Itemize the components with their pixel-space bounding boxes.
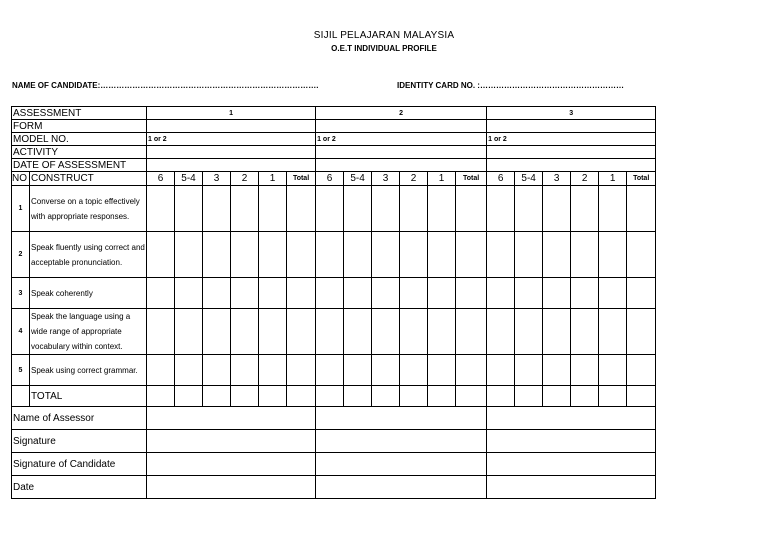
score-cell[interactable] [543,386,571,407]
date-label: Date [12,476,147,499]
model-label: MODEL NO. [12,133,147,146]
total-row [12,386,656,407]
construct-text: Speak fluently using correct and acceptable pronunciation. [30,232,147,278]
score-cell[interactable] [571,386,599,407]
score-cell[interactable] [203,232,231,278]
assessment-label: ASSESSMENT [12,107,147,120]
score-cell[interactable] [344,232,372,278]
total-cell[interactable] [456,309,487,355]
score-cell[interactable] [515,278,543,309]
model-cell-1[interactable]: 1 or 2 [147,133,316,146]
score-cell[interactable] [203,309,231,355]
score-cell[interactable] [231,355,259,386]
construct-row [12,232,656,278]
construct-row [12,309,656,355]
score-cell[interactable] [400,355,428,386]
total-cell[interactable] [627,278,656,309]
date-cell-1[interactable] [147,159,316,172]
construct-text: Speak using correct grammar. [30,355,147,386]
score-cell[interactable] [175,278,203,309]
signature-cell-1[interactable] [147,430,316,453]
score-cell[interactable] [259,355,287,386]
total-cell[interactable] [456,278,487,309]
total-cell[interactable] [287,309,316,355]
score-cell[interactable] [147,278,175,309]
score-cell[interactable] [543,278,571,309]
score-cell[interactable] [344,278,372,309]
assessment-row [12,107,656,120]
candidate-signature-cell-1[interactable] [147,453,316,476]
score-cell[interactable] [543,186,571,232]
score-cell[interactable] [316,232,344,278]
score-cell[interactable] [599,309,627,355]
signature-label: Signature [12,430,147,453]
score-cell[interactable] [372,355,400,386]
score-header: 5-4 [515,172,543,186]
score-cell[interactable] [344,309,372,355]
score-cell[interactable] [259,232,287,278]
total-cell[interactable] [287,278,316,309]
identity-card-label: IDENTITY CARD NO. :……………………………………………… [397,81,624,90]
score-cell[interactable] [372,386,400,407]
assessor-name-label: Name of Assessor [12,407,147,430]
score-header: 1 [428,172,456,186]
score-header-row [12,172,656,186]
score-cell[interactable] [428,355,456,386]
candidate-signature-cell-2[interactable] [316,453,487,476]
construct-text: Converse on a topic effectively with appropriate responses. [30,186,147,232]
candidate-signature-cell-3[interactable] [487,453,656,476]
score-cell[interactable] [316,186,344,232]
score-cell[interactable] [571,309,599,355]
score-cell[interactable] [599,232,627,278]
score-cell[interactable] [571,278,599,309]
activity-cell-1[interactable] [147,146,316,159]
score-header: 3 [543,172,571,186]
score-cell[interactable] [316,309,344,355]
score-header: 6 [147,172,175,186]
score-cell[interactable] [487,278,515,309]
date-row [12,476,656,499]
score-cell[interactable] [515,309,543,355]
score-cell[interactable] [175,386,203,407]
score-header: 6 [487,172,515,186]
score-cell[interactable] [372,232,400,278]
score-cell[interactable] [147,232,175,278]
date-cell-2[interactable] [316,159,487,172]
score-cell[interactable] [259,309,287,355]
score-cell[interactable] [515,232,543,278]
score-cell[interactable] [372,278,400,309]
score-cell[interactable] [400,278,428,309]
total-cell[interactable] [287,186,316,232]
construct-number: 2 [12,232,30,278]
form-cell-1[interactable] [147,120,316,133]
total-cell[interactable] [456,386,487,407]
form-label: FORM [12,120,147,133]
score-cell[interactable] [316,355,344,386]
score-cell[interactable] [428,232,456,278]
score-cell[interactable] [231,232,259,278]
score-cell[interactable] [344,186,372,232]
activity-cell-2[interactable] [316,146,487,159]
score-cell[interactable] [400,232,428,278]
total-label: TOTAL [30,386,147,407]
score-cell[interactable] [203,386,231,407]
construct-row [12,355,656,386]
score-cell[interactable] [372,186,400,232]
total-cell[interactable] [627,309,656,355]
score-cell[interactable] [175,186,203,232]
assessment-3-header: 3 [487,107,656,120]
activity-row [12,146,656,159]
date-assessment-row [12,159,656,172]
date-footer-cell-1[interactable] [147,476,316,499]
total-cell[interactable] [287,386,316,407]
score-cell[interactable] [259,386,287,407]
assessment-1-header: 1 [147,107,316,120]
score-cell[interactable] [487,355,515,386]
total-row-number [12,386,30,407]
total-cell[interactable] [287,232,316,278]
score-cell[interactable] [515,186,543,232]
form-subtitle: O.E.T INDIVIDUAL PROFILE [331,44,437,53]
total-cell[interactable] [456,186,487,232]
score-cell[interactable] [231,309,259,355]
score-cell[interactable] [599,278,627,309]
activity-label: ACTIVITY [12,146,147,159]
score-cell[interactable] [259,278,287,309]
candidate-signature-label: Signature of Candidate [12,453,147,476]
score-header: 5-4 [175,172,203,186]
score-cell[interactable] [400,309,428,355]
score-cell[interactable] [316,278,344,309]
score-cell[interactable] [599,186,627,232]
total-cell[interactable] [627,186,656,232]
assessor-name-cell-1[interactable] [147,407,316,430]
score-cell[interactable] [175,309,203,355]
score-cell[interactable] [344,355,372,386]
date-footer-cell-3[interactable] [487,476,656,499]
model-cell-2[interactable]: 1 or 2 [316,133,487,146]
score-header: 1 [259,172,287,186]
total-cell[interactable] [627,232,656,278]
score-cell[interactable] [203,355,231,386]
score-cell[interactable] [175,355,203,386]
score-cell[interactable] [231,186,259,232]
model-row [12,133,656,146]
score-cell[interactable] [316,386,344,407]
model-cell-3[interactable]: 1 or 2 [487,133,656,146]
score-header: 2 [231,172,259,186]
assessor-name-cell-3[interactable] [487,407,656,430]
score-header: 3 [372,172,400,186]
score-cell[interactable] [428,186,456,232]
signature-cell-3[interactable] [487,430,656,453]
date-cell-3[interactable] [487,159,656,172]
form-title: SIJIL PELAJARAN MALAYSIA [313,30,455,41]
assessor-name-cell-2[interactable] [316,407,487,430]
score-cell[interactable] [428,278,456,309]
score-cell[interactable] [231,386,259,407]
construct-text: Speak the language using a wide range of appropriate vocabulary within context. [30,309,147,355]
total-header: Total [627,172,656,186]
construct-row [12,278,656,309]
score-cell[interactable] [599,386,627,407]
signature-cell-2[interactable] [316,430,487,453]
total-header: Total [456,172,487,186]
score-header: 2 [400,172,428,186]
construct-number: 4 [12,309,30,355]
no-header: NO [12,172,30,186]
score-header: 1 [599,172,627,186]
construct-row [12,186,656,232]
score-cell[interactable] [571,355,599,386]
score-cell[interactable] [147,309,175,355]
score-header: 6 [316,172,344,186]
form-cell-2[interactable] [316,120,487,133]
total-cell[interactable] [627,355,656,386]
total-cell[interactable] [456,355,487,386]
activity-cell-3[interactable] [487,146,656,159]
score-cell[interactable] [400,186,428,232]
score-header: 5-4 [344,172,372,186]
score-cell[interactable] [400,386,428,407]
score-cell[interactable] [515,386,543,407]
construct-header: CONSTRUCT [30,172,147,186]
form-cell-3[interactable] [487,120,656,133]
score-cell[interactable] [344,386,372,407]
score-cell[interactable] [203,186,231,232]
score-cell[interactable] [543,355,571,386]
profile-table [11,106,656,499]
total-cell[interactable] [627,386,656,407]
construct-number: 1 [12,186,30,232]
score-cell[interactable] [259,186,287,232]
score-cell[interactable] [487,386,515,407]
construct-number: 5 [12,355,30,386]
total-cell[interactable] [287,355,316,386]
total-header: Total [287,172,316,186]
score-header: 3 [203,172,231,186]
form-row [12,120,656,133]
score-cell[interactable] [428,309,456,355]
score-cell[interactable] [428,386,456,407]
score-cell[interactable] [372,309,400,355]
score-cell[interactable] [203,278,231,309]
assessment-2-header: 2 [316,107,487,120]
construct-number: 3 [12,278,30,309]
score-header: 2 [571,172,599,186]
score-cell[interactable] [487,232,515,278]
score-cell[interactable] [487,186,515,232]
score-cell[interactable] [543,309,571,355]
score-cell[interactable] [571,232,599,278]
score-cell[interactable] [515,355,543,386]
date-footer-cell-2[interactable] [316,476,487,499]
construct-text: Speak coherently [30,278,147,309]
total-cell[interactable] [456,232,487,278]
score-cell[interactable] [147,386,175,407]
date-assessment-label: DATE OF ASSESSMENT [12,159,147,172]
score-cell[interactable] [599,355,627,386]
score-cell[interactable] [543,232,571,278]
score-cell[interactable] [487,309,515,355]
score-cell[interactable] [147,186,175,232]
assessor-name-row [12,407,656,430]
candidate-signature-row [12,453,656,476]
score-cell[interactable] [147,355,175,386]
signature-row [12,430,656,453]
score-cell[interactable] [175,232,203,278]
candidate-name-label: NAME OF CANDIDATE:………………………………………………………………………. [12,81,319,90]
score-cell[interactable] [231,278,259,309]
score-cell[interactable] [571,186,599,232]
